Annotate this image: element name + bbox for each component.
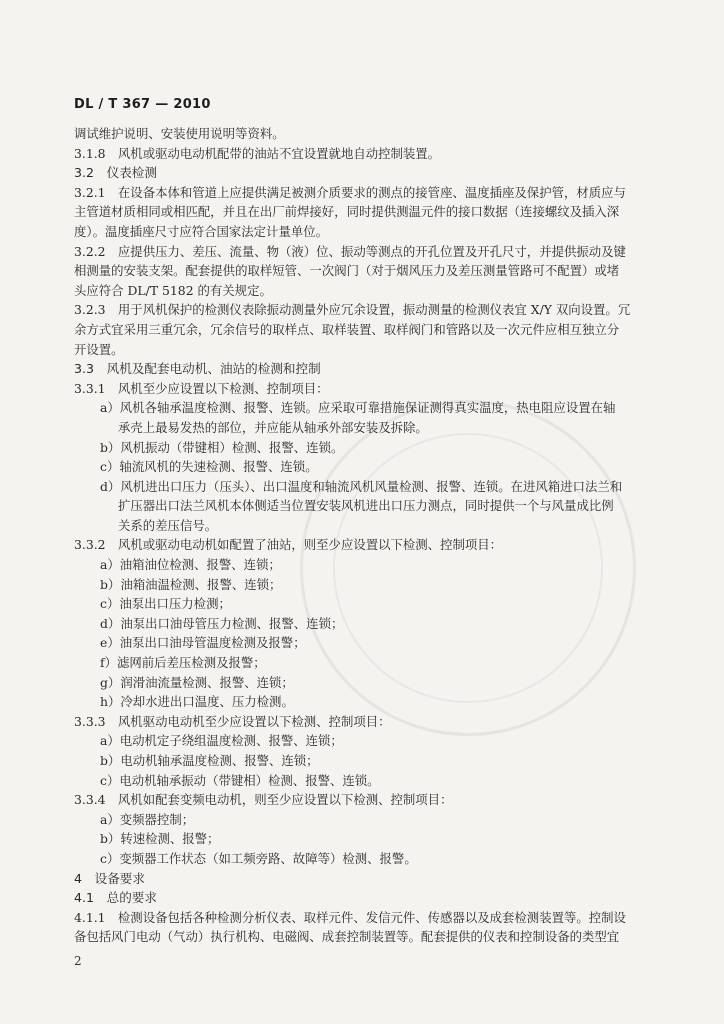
section-heading: 4 设备要求 xyxy=(74,870,145,886)
text-line: a）油箱油位检测、报警、连锁； xyxy=(100,557,281,573)
text-line: c）油泵出口压力检测； xyxy=(100,596,231,612)
text-line: b）油箱油温检测、报警、连锁； xyxy=(100,576,282,592)
text-line: 3.2.2 应提供压力、差压、流量、物（液）位、振动等测点的开孔位置及开孔尺寸，并提供振动及键 xyxy=(74,243,626,259)
text-line: c）电动机轴承振动（带键相）检测、报警、连锁。 xyxy=(100,772,380,788)
text-line: h）冷却水进出口温度、压力检测。 xyxy=(100,694,294,710)
text-line: 承壳上最易发热的部位，并应能从轴承外部安装及拆除。 xyxy=(118,419,428,435)
page-number: 2 xyxy=(74,954,82,968)
text-line: 3.1.8 风机或驱动电动机配带的油站不宜设置就地自动控制装置。 xyxy=(74,145,441,161)
section-heading: 3.2 仪表检测 xyxy=(74,165,157,181)
text-line: 3.3.3 风机驱动电动机至少应设置以下检测、控制项目： xyxy=(74,713,391,729)
text-line: 头应符合 DL/T 5182 的有关规定。 xyxy=(74,282,272,298)
text-line: a）变频器控制； xyxy=(100,811,195,827)
text-line: 3.2.1 在设备本体和管道上应提供满足被测介质要求的测点的接管座、温度插座及保护管，材质应与 xyxy=(74,184,626,200)
text-line: b）风机振动（带键相）检测、报警、连锁。 xyxy=(100,439,344,455)
section-heading: 3.3 风机及配套电动机、油站的检测和控制 xyxy=(74,361,321,377)
text-line: c）变频器工作状态（如工频旁路、故障等）检测、报警。 xyxy=(100,850,417,866)
text-line: 开设置。 xyxy=(74,341,124,357)
text-line: d）风机进出口压力（压头）、出口温度和轴流风机风量检测、报警、连锁。在进风箱进口法兰和 xyxy=(100,478,623,494)
text-line: b）电动机轴承温度检测、报警、连锁； xyxy=(100,753,319,768)
text-line: 4.1.1 检测设备包括各种检测分析仪表、取样元件、发信元件、传感器以及成套检测装置等。控制设 xyxy=(74,909,626,925)
text-line: f）滤网前后差压检测及报警； xyxy=(100,655,266,671)
text-line: 余方式宜采用三重冗余，冗余信号的取样点、取样装置、取样阀门和管路以及一次元件应相互独立分 xyxy=(74,321,620,337)
body-text xyxy=(74,124,664,947)
text-line: 3.3.1 风机至少应设置以下检测、控制项目： xyxy=(74,380,329,396)
text-line: g）润滑油流量检测、报警、连锁； xyxy=(100,674,294,690)
standard-header: DL / T 367 — 2010 xyxy=(74,97,211,112)
section-heading: 4.1 总的要求 xyxy=(74,890,157,906)
text-line: 备包括风门电动（气动）执行机构、电磁阀、成套控制装置等。配套提供的仪表和控制设备的类型宜 xyxy=(74,929,620,945)
text-line: 3.3.2 风机或驱动电动机如配置了油站，则至少应设置以下检测、控制项目： xyxy=(74,537,503,553)
text-line: 相测量的安装支架。配套提供的取样短管、一次阀门（对于烟风压力及差压测量管路可不配置）或堵 xyxy=(74,263,620,279)
text-line: d）油泵出口油母管压力检测、报警、连锁； xyxy=(100,615,344,631)
text-line: b）转速检测、报警； xyxy=(100,831,220,847)
text-line: 调试维护说明、安装使用说明等资料。 xyxy=(74,126,285,141)
text-line: a）风机各轴承温度检测、报警、连锁。应采取可靠措施保证测得真实温度，热电阻应设置在轴 xyxy=(100,400,616,416)
text-line: 3.2.3 用于风机保护的检测仪表除振动测量外应冗余设置，振动测量的检测仪表宜 X/Y 双向设置。冗 xyxy=(74,302,631,318)
text-line: 关系的差压信号。 xyxy=(118,517,218,533)
text-line: 3.3.4 风机如配套变频电动机，则至少应设置以下检测、控制项目： xyxy=(74,792,453,808)
text-line: e）油泵出口油母管温度检测及报警； xyxy=(100,635,306,651)
text-line: c）轴流风机的失速检测、报警、连锁。 xyxy=(100,459,318,475)
text-line: a）电动机定子绕组温度检测、报警、连锁； xyxy=(100,733,343,749)
text-line: 扩压器出口法兰风机本体侧适当位置安装风机进出口压力测点，同时提供一个与风量成比例 xyxy=(118,498,614,514)
text-line: 主管道材质相同或相匹配，并且在出厂前焊接好，同时提供测温元件的接口数据（连接螺纹及插入深 xyxy=(74,204,620,220)
text-line: 度）。温度插座尺寸应符合国家法定计量单位。 xyxy=(74,223,329,239)
